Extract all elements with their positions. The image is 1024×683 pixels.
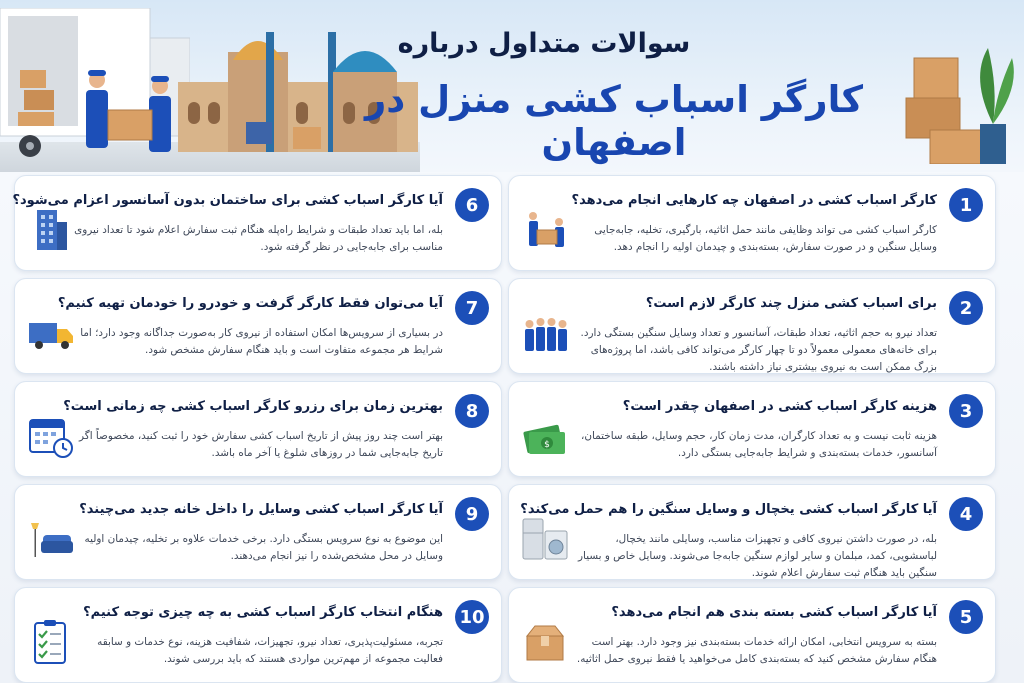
faq-number-badge: 7 [455,291,489,325]
header-subtitle: سوالات متداول درباره [397,28,691,59]
faq-card [508,381,996,477]
faq-question: بهترین زمان برای رزرو کارگر اسباب کشی چه زمانی است؟ [63,399,443,414]
faq-number-badge: 10 [455,600,489,634]
faq-number-badge: 2 [949,291,983,325]
boxes-and-plant-illustration [900,38,1024,164]
faq-question: هنگام انتخاب کارگر اسباب کشی به چه چیزی توجه کنیم؟ [83,605,443,620]
faq-number-badge: 6 [455,188,489,222]
faq-answer: بله، در صورت داشتن نیروی کافی و تجهیزات مناسب، وسایلی مانند یخچال، لباسشویی، کمد، مبلمان و سایر لوازم سنگین جابه‌جا می‌شوند. وسایل خاص و بسیار سنگین باید هنگام ثبت سفارش اعلام شوند. [578,533,937,579]
faq-number-badge: 9 [455,497,489,531]
faq-card [14,278,502,374]
faq-question: آیا کارگر اسباب کشی برای ساختمان بدون آسانسور اعزام می‌شود؟ [12,193,443,208]
truck-icon [27,309,75,357]
faq-answer: در بسیاری از سرویس‌ها امکان استفاده از نیروی کار به‌صورت جداگانه وجود دارد؛ اما شرایط هر مجموعه متفاوت است و باید هنگام سفارش مشخص شود. [80,327,443,356]
faq-answer: تجربه، مسئولیت‌پذیری، تعداد نیرو، تجهیزات، شفافیت هزینه، نوع خدمات و سابقه فعالیت مجموعه از مهم‌ترین مواردی هستند که باید بررسی شوند. [97,636,443,665]
faq-card [508,484,996,580]
faq-answer: کارگر اسباب کشی می تواند وظایفی مانند حمل اثاثیه، بارگیری، تخلیه، جابه‌جایی وسایل سنگین و در صورت سفارش، بسته‌بندی و چیدمان اولیه را انجام دهد. [594,224,937,253]
faq-card [508,278,996,374]
faq-question: آیا کارگر اسباب کشی بسته بندی هم انجام می‌دهد؟ [611,605,937,620]
faq-card [508,175,996,271]
header-title: کارگر اسباب کشی منزل در اصفهان [364,78,864,164]
calendar-clock-icon [27,412,75,460]
faq-answer: تعداد نیرو به حجم اثاثیه، تعداد طبقات، آسانسور و تعداد وسایل سنگین بستگی دارد. برای خانه‌های معمولی معمولاً دو تا چهار کارگر می‌تواند کافی باشد، اما پروژه‌های بزرگ ممکن است به نیروی بیشتری نیاز داشته باشند. [580,327,937,373]
movers-carrying-box-icon [521,206,569,254]
faq-answer: هزینه ثابت نیست و به تعداد کارگران، مدت زمان کار، حجم وسایل، طبقه ساختمان، آسانسور، خدمات بسته‌بندی و شرایط جابه‌جایی بستگی دارد. [581,430,937,459]
faq-number-badge: 5 [949,600,983,634]
faq-answer: بله، اما باید تعداد طبقات و شرایط راه‌پله هنگام ثبت سفارش اعلام شود تا تعداد نیروی مناسب برای جابه‌جایی در نظر گرفته شود. [74,224,443,253]
faq-question: آیا کارگر اسباب کشی وسایل را داخل خانه جدید می‌چیند؟ [79,502,443,517]
cardboard-box-icon [521,618,569,666]
svg-text:$: $ [544,440,550,450]
checklist-icon [27,618,75,666]
faq-card [14,381,502,477]
faq-card [14,484,502,580]
faq-answer: بسته به سرویس انتخابی، امکان ارائه خدمات بسته‌بندی نیز وجود دارد. بهتر است هنگام سفارش مشخص کنید که بسته‌بندی کامل می‌خواهید یا فقط نیروی حمل اثاثیه. [576,636,937,665]
faq-question: آیا کارگر اسباب کشی یخچال و وسایل سنگین را هم حمل می‌کند؟ [520,502,937,517]
faq-number-badge: 4 [949,497,983,531]
faq-answer: این موضوع به نوع سرویس بستگی دارد. برخی خدمات علاوه بر تخلیه، چیدمان اولیه وسایل در محل مشخص‌شده را نیز انجام می‌دهند. [84,533,443,562]
faq-answer: بهتر است چند روز پیش از تاریخ اسباب کشی سفارش خود را ثبت کنید، مخصوصاً اگر تاریخ جابه‌جایی شما در روزهای شلوغ یا آخر ماه باشد. [79,430,443,459]
faq-number-badge: 3 [949,394,983,428]
faq-question: کارگر اسباب کشی در اصفهان چه کارهایی انجام می‌دهد؟ [571,193,937,208]
sofa-lamp-icon [27,515,75,563]
header-banner [0,0,1024,172]
faq-question: آیا می‌توان فقط کارگر گرفت و خودرو را خودمان تهیه کنیم؟ [57,296,443,311]
faq-card [14,587,502,683]
faq-number-badge: 8 [455,394,489,428]
fridge-washer-icon [521,515,569,563]
faq-question: برای اسباب کشی منزل چند کارگر لازم است؟ [645,296,937,311]
faq-card [508,587,996,683]
money-icon [521,412,569,460]
faq-question: هزینه کارگر اسباب کشی در اصفهان چقدر است؟ [622,399,937,414]
group-of-workers-icon [521,309,569,357]
moving-truck-illustration [0,8,190,158]
faq-card [14,175,502,271]
building-icon [27,206,75,254]
faq-number-badge: 1 [949,188,983,222]
